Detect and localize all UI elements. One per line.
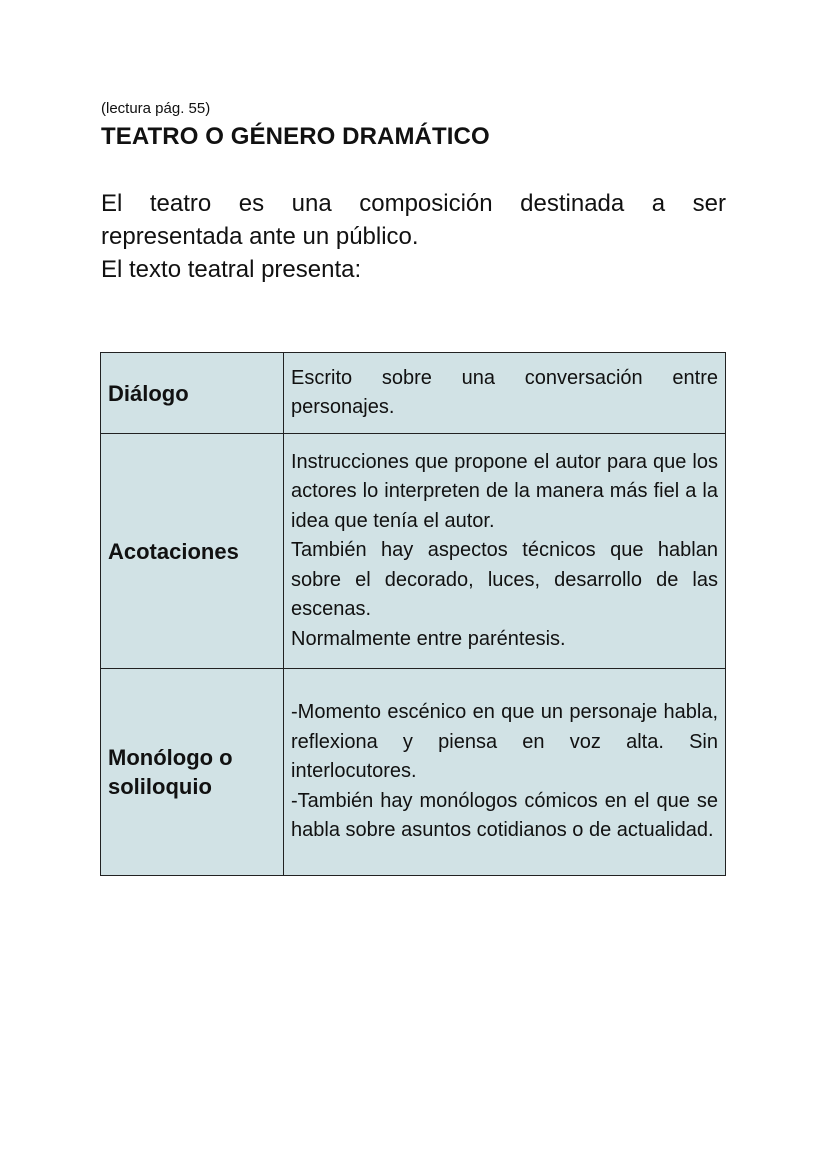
table-row [101, 434, 726, 669]
page-title: TEATRO O GÉNERO DRAMÁTICO [101, 123, 490, 150]
definition-line: -Momento escénico en que un personaje habla, reflexiona y piensa en voz alta. Sin interlocutores. [291, 701, 718, 783]
definition-line: También hay aspectos técnicos que hablan sobre el decorado, luces, desarrollo de las escenas. [291, 539, 718, 621]
term-cell: Diálogo [101, 353, 284, 434]
definition-cell [284, 669, 726, 876]
drama-elements-table [100, 352, 726, 876]
definition-cell [284, 434, 726, 669]
intro-lead-in: El texto teatral presenta: [101, 256, 362, 283]
definition-line: Escrito sobre una conversación entre personajes. [291, 366, 718, 418]
definition-line: -También hay monólogos cómicos en el que se habla sobre asuntos cotidianos o de actualidad. [291, 789, 718, 842]
definition-cell [284, 353, 726, 434]
term-cell: Monólogo o soliloquio [101, 669, 284, 876]
definition-line: Instrucciones que propone el autor para que los actores lo interpreten de la manera más fiel a la idea que tenía el autor. [291, 450, 718, 532]
term-cell: Acotaciones [101, 434, 284, 669]
table-row [101, 669, 726, 876]
intro-paragraph: El teatro es una composición destinada a ser representada ante un público. [101, 190, 726, 250]
reading-reference: (lectura pág. 55) [101, 100, 211, 117]
definition-line: Normalmente entre paréntesis. [291, 627, 566, 650]
intro-text [101, 187, 726, 286]
table-row [101, 353, 726, 434]
